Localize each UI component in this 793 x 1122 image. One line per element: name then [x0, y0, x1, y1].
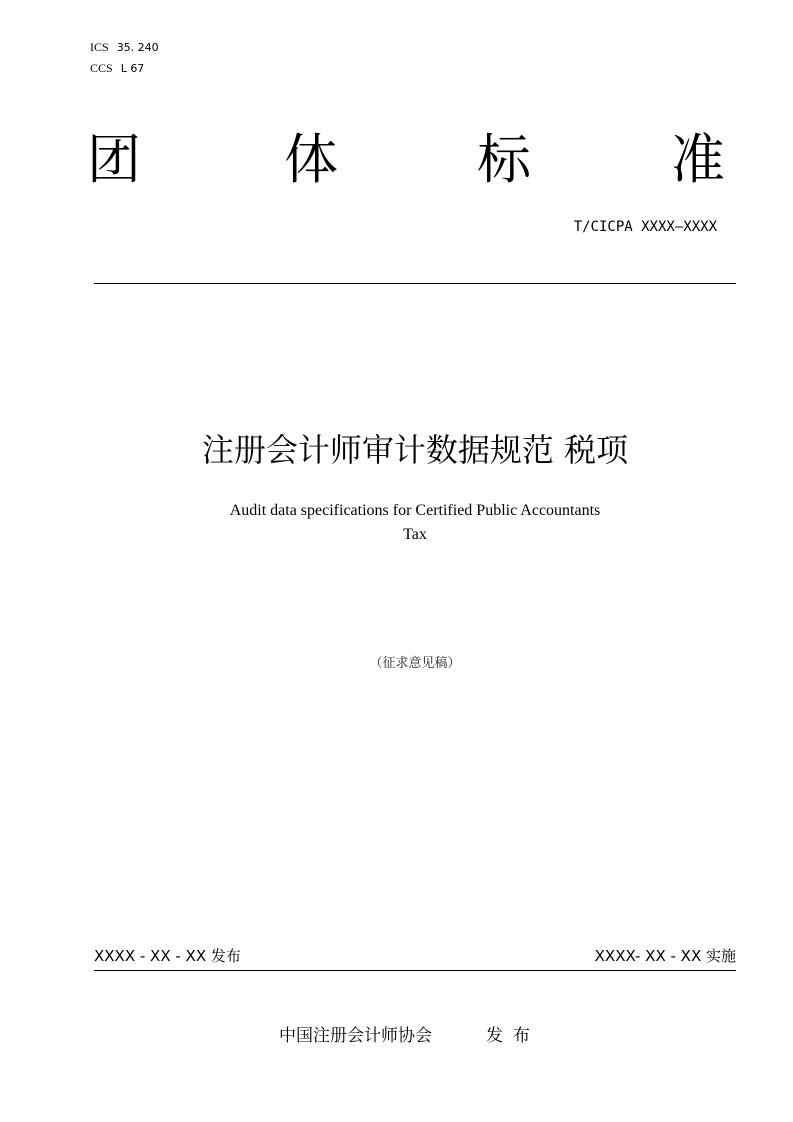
- draft-status-note: （征求意见稿）: [369, 656, 461, 671]
- top-divider: [94, 283, 736, 284]
- ics-value: 35. 240: [116, 41, 159, 54]
- ccs-label: CCS: [90, 61, 113, 75]
- standard-type-char-4: 准: [671, 128, 725, 191]
- standard-type-char-3: 标: [477, 128, 531, 191]
- effective-date: XXXX- XX - XX 实施: [594, 947, 736, 965]
- document-title-english-line-1: Audit data specifications for Certified Public Accountants: [229, 502, 601, 519]
- publisher-name: 中国注册会计师协会: [279, 1026, 432, 1046]
- standard-number: T/CICPA XXXX—XXXX: [573, 219, 717, 235]
- bottom-divider: [94, 970, 736, 971]
- ccs-value: L 67: [120, 62, 145, 75]
- document-title-chinese: 注册会计师审计数据规范 税项: [201, 431, 629, 469]
- ccs-code: [90, 61, 144, 76]
- ics-code: [90, 40, 159, 55]
- standard-type-char-1: 团: [87, 128, 141, 191]
- standard-type-char-2: 体: [284, 128, 338, 191]
- issue-date: XXXX - XX - XX 发布: [94, 947, 241, 965]
- publisher-action: 发布: [486, 1026, 540, 1046]
- ics-label: ICS: [90, 40, 109, 54]
- document-title-english-line-2: Tax: [403, 526, 427, 543]
